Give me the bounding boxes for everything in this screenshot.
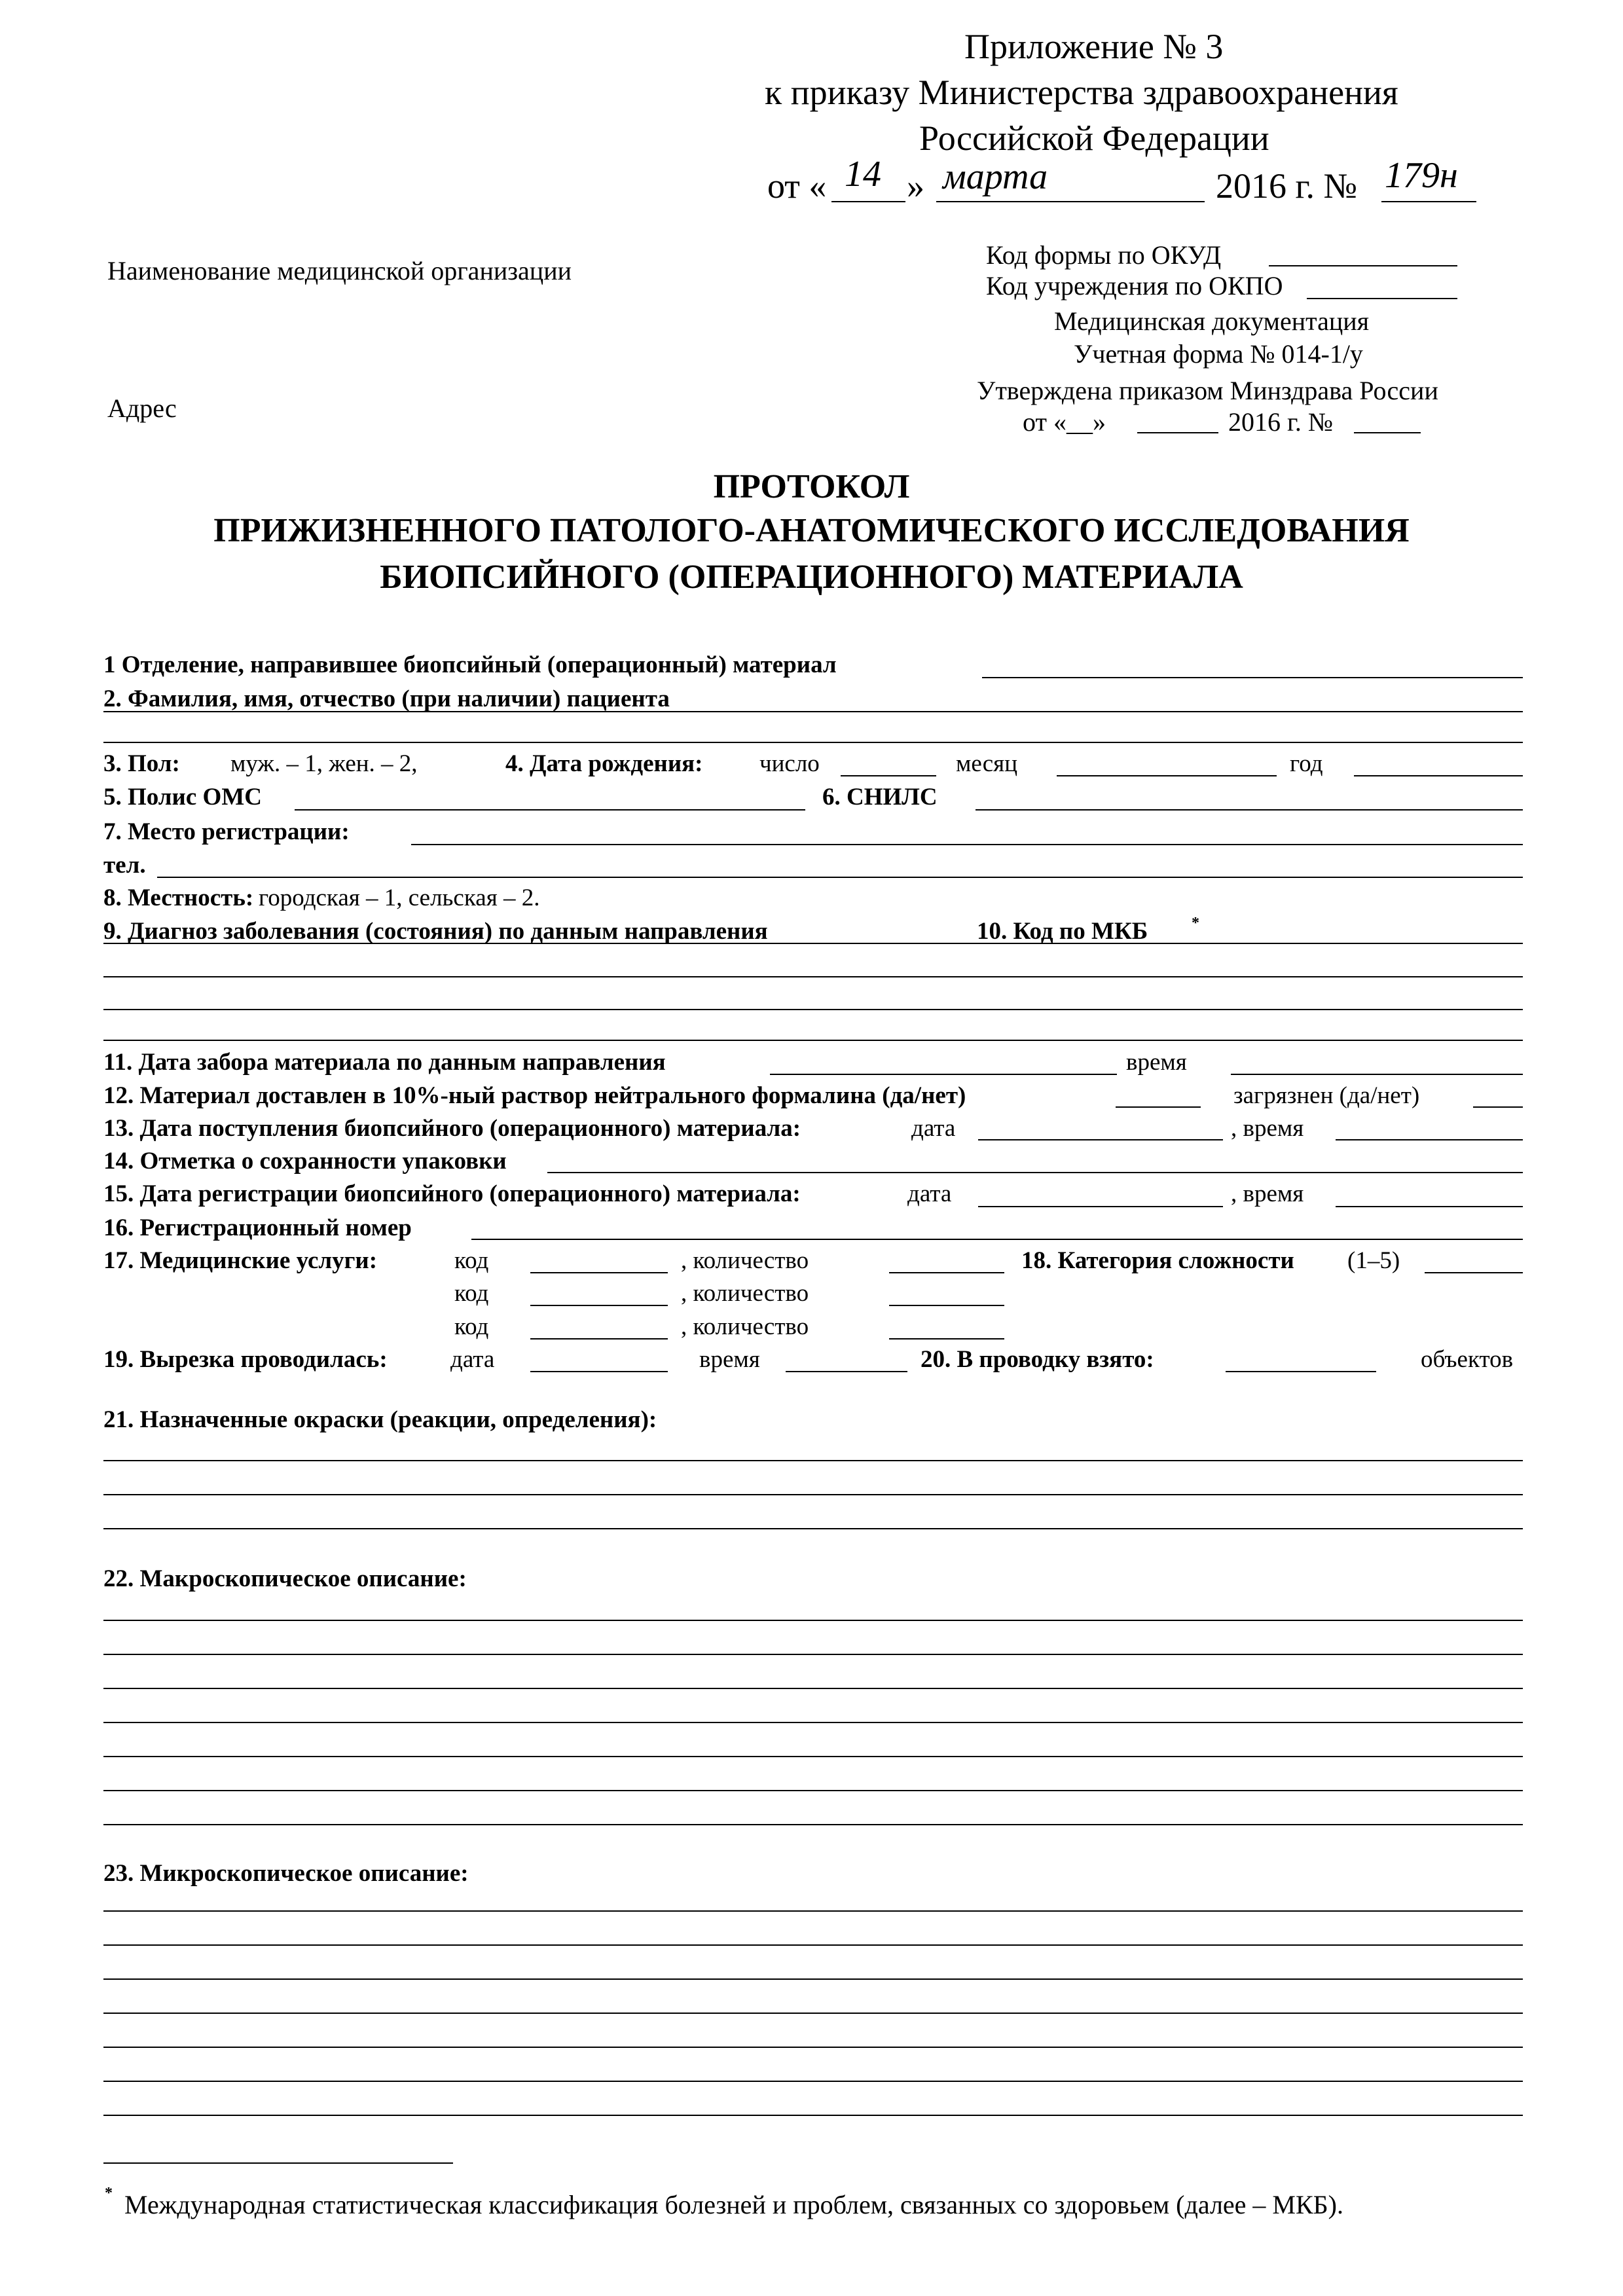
diagnosis-line-2[interactable] [103, 976, 1523, 977]
diagnosis-line-3[interactable] [103, 1009, 1523, 1010]
field-20-label: 20. В проводку взято: [921, 1346, 1154, 1373]
package-integrity-line[interactable] [547, 1172, 1523, 1173]
field-17-label: 17. Медицинские услуги: [103, 1247, 378, 1274]
footnote-text: Международная статистическая классификация болезней и проблем, связанных со здоровьем (далее – МКБ). [124, 2190, 1343, 2219]
field-19-time-label: время [699, 1346, 760, 1373]
field-7-tel-label: тел. [103, 852, 146, 879]
cutting-time-line[interactable] [786, 1371, 907, 1372]
birth-year-line[interactable] [1354, 775, 1523, 776]
field-14-label: 14. Отметка о сохранности упаковки [103, 1148, 507, 1175]
micro-line-4[interactable] [103, 2013, 1523, 2014]
collection-time-line[interactable] [1231, 1074, 1523, 1075]
field-12-label: 12. Материал доставлен в 10%-ный раствор нейтрального формалина (да/нет) [103, 1082, 966, 1109]
micro-line-7[interactable] [103, 2115, 1523, 2116]
field-13-label: 13. Дата поступления биопсийного (операционного) материала: [103, 1115, 801, 1142]
field-19-label: 19. Вырезка проводилась: [103, 1346, 388, 1373]
macro-line-2[interactable] [103, 1654, 1523, 1655]
field-20-objects-label: объектов [1421, 1346, 1514, 1373]
field-6-label: 6. СНИЛС [822, 784, 938, 811]
oms-policy-line[interactable] [295, 809, 805, 811]
field-5-label: 5. Полис ОМС [103, 784, 262, 811]
collection-date-line[interactable] [770, 1074, 1117, 1075]
complexity-category-line[interactable] [1425, 1272, 1523, 1273]
field-3-label: 3. Пол: [103, 750, 180, 777]
service-code-label-1: код [454, 1247, 489, 1274]
contaminated-line[interactable] [1473, 1106, 1523, 1108]
field-1-label: 1 Отделение, направившее биопсийный (операционный) материал [103, 651, 837, 678]
order-day-handwritten: 14 [845, 154, 881, 194]
field-22-label: 22. Макроскопическое описание: [103, 1565, 467, 1592]
service-code-line-1[interactable] [530, 1272, 668, 1273]
birth-month-line[interactable] [1057, 775, 1277, 776]
order-month-line [936, 201, 1205, 202]
field-8-label: 8. Местность: [103, 884, 254, 911]
service-qty-label-3: , количество [681, 1313, 809, 1340]
order-number-handwritten: 179н [1385, 155, 1458, 196]
address-label: Адрес [107, 393, 177, 423]
field-1-line[interactable] [982, 677, 1523, 678]
birth-day-line[interactable] [841, 775, 936, 776]
receipt-date-line[interactable] [978, 1139, 1223, 1140]
field-10-footnote-mark: * [1192, 915, 1199, 932]
protocol-subtitle-2: БИОПСИЙНОГО (ОПЕРАЦИОННОГО) МАТЕРИАЛА [380, 558, 1243, 596]
order-year-number: 2016 г. № [1216, 166, 1358, 206]
order-date-mid: » [907, 166, 924, 206]
snils-line[interactable] [976, 809, 1523, 811]
order-day-line [831, 201, 905, 202]
field-15-date-label: дата [907, 1180, 952, 1207]
stains-line-1[interactable] [103, 1460, 1523, 1461]
approved-date-a: от «__» [1023, 407, 1106, 437]
field-4-year-label: год [1290, 750, 1323, 777]
macro-line-4[interactable] [103, 1722, 1523, 1723]
protocol-title: ПРОТОКОЛ [713, 468, 910, 505]
field-11-label: 11. Дата забора материала по данным направления [103, 1049, 666, 1076]
micro-line-3[interactable] [103, 1978, 1523, 1980]
service-qty-line-3[interactable] [889, 1338, 1004, 1339]
okpo-line [1307, 298, 1457, 299]
registration-date-line[interactable] [978, 1206, 1223, 1207]
field-19-date-label: дата [450, 1346, 495, 1373]
processed-objects-line[interactable] [1226, 1371, 1376, 1372]
form-number-label: Учетная форма № 014-1/у [1074, 339, 1363, 369]
org-name-label: Наименование медицинской организации [107, 256, 572, 285]
okud-line [1269, 265, 1457, 266]
approved-month-line [1137, 432, 1218, 433]
order-line: к приказу Министерства здравоохранения [765, 73, 1398, 112]
macro-line-7[interactable] [103, 1824, 1523, 1825]
registration-line[interactable] [411, 844, 1523, 845]
field-18-label: 18. Категория сложности [1021, 1247, 1294, 1274]
field-12-dirty-label: загрязнен (да/нет) [1233, 1082, 1420, 1109]
field-13-time-label: , время [1231, 1115, 1304, 1142]
field-10-label: 10. Код по МКБ [977, 918, 1148, 945]
approved-date-b: 2016 г. № [1228, 407, 1334, 437]
field-2-line-1[interactable] [103, 711, 1523, 712]
service-code-line-2[interactable] [530, 1305, 668, 1306]
field-2-label: 2. Фамилия, имя, отчество (при наличии) пациента [103, 685, 670, 712]
stains-line-3[interactable] [103, 1528, 1523, 1529]
macro-line-5[interactable] [103, 1756, 1523, 1757]
registration-time-line[interactable] [1336, 1206, 1523, 1207]
field-16-label: 16. Регистрационный номер [103, 1214, 412, 1241]
diagnosis-line-1[interactable] [103, 943, 1523, 944]
service-qty-line-1[interactable] [889, 1272, 1004, 1273]
receipt-time-line[interactable] [1336, 1139, 1523, 1140]
field-4-label: 4. Дата рождения: [505, 750, 703, 777]
service-qty-label-2: , количество [681, 1280, 809, 1307]
micro-line-6[interactable] [103, 2081, 1523, 2082]
field-8-options: городская – 1, сельская – 2. [259, 884, 540, 911]
field-2-line-2[interactable] [103, 742, 1523, 743]
field-21-label: 21. Назначенные окраски (реакции, определения): [103, 1406, 657, 1433]
field-4-month-label: месяц [956, 750, 1017, 777]
macro-line-1[interactable] [103, 1620, 1523, 1621]
formalin-line[interactable] [1116, 1106, 1201, 1108]
footnote-separator [103, 2162, 453, 2164]
approved-label: Утверждена приказом Минздрава России [977, 376, 1438, 405]
field-3-options: муж. – 1, жен. – 2, [230, 750, 418, 777]
macro-line-3[interactable] [103, 1688, 1523, 1689]
registration-number-line[interactable] [471, 1239, 1523, 1240]
service-code-line-3[interactable] [530, 1338, 668, 1339]
appendix-number: Приложение № 3 [964, 27, 1224, 66]
stains-line-2[interactable] [103, 1494, 1523, 1495]
protocol-subtitle-1: ПРИЖИЗНЕННОГО ПАТОЛОГО-АНАТОМИЧЕСКОГО ИССЛЕДОВАНИЯ [213, 512, 1410, 549]
med-doc-label: Медицинская документация [1054, 306, 1370, 336]
federation-line: Российской Федерации [919, 118, 1269, 158]
field-13-date-label: дата [911, 1115, 956, 1142]
field-7-label: 7. Место регистрации: [103, 818, 350, 845]
phone-line[interactable] [157, 877, 1523, 878]
micro-line-1[interactable] [103, 1910, 1523, 1912]
field-11-time-label: время [1126, 1049, 1187, 1076]
service-code-label-2: код [454, 1280, 489, 1307]
service-code-label-3: код [454, 1313, 489, 1340]
cutting-date-line[interactable] [530, 1371, 668, 1372]
order-month-handwritten: марта [943, 156, 1048, 197]
diagnosis-line-4[interactable] [103, 1040, 1523, 1041]
field-23-label: 23. Микроскопическое описание: [103, 1860, 469, 1887]
okpo-label: Код учреждения по ОКПО [986, 271, 1283, 301]
field-4-day-label: число [759, 750, 820, 777]
field-15-time-label: , время [1231, 1180, 1304, 1207]
field-15-label: 15. Дата регистрации биопсийного (операционного) материала: [103, 1180, 801, 1207]
field-9-label: 9. Диагноз заболевания (состояния) по данным направления [103, 918, 768, 945]
service-qty-label-1: , количество [681, 1247, 809, 1274]
order-number-line [1381, 201, 1476, 202]
macro-line-6[interactable] [103, 1790, 1523, 1791]
micro-line-2[interactable] [103, 1944, 1523, 1946]
service-qty-line-2[interactable] [889, 1305, 1004, 1306]
approved-number-line [1354, 432, 1421, 433]
order-date-prefix: от « [767, 166, 827, 206]
footnote-mark: * [105, 2185, 113, 2202]
field-18-range: (1–5) [1347, 1247, 1400, 1274]
micro-line-5[interactable] [103, 2047, 1523, 2048]
okud-label: Код формы по ОКУД [986, 240, 1222, 270]
